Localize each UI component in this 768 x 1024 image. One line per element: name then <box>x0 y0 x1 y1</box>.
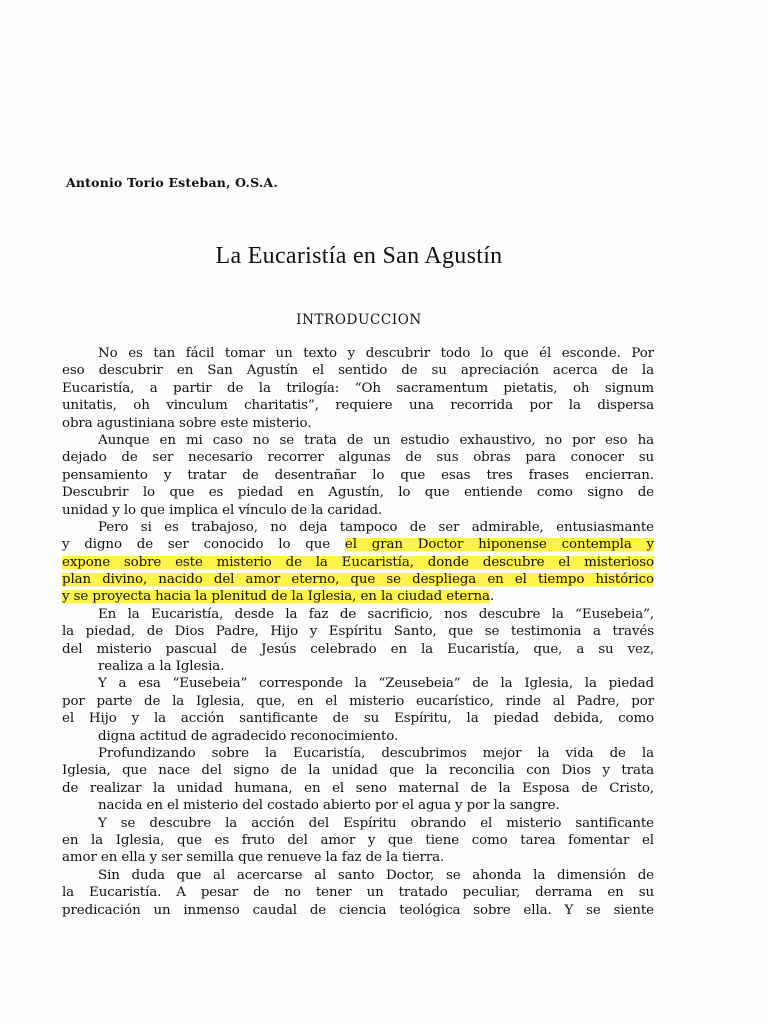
body-text <box>62 345 654 919</box>
highlighted-text: el gran Doctor hiponense contempla y <box>344 537 655 553</box>
text-line: Eucaristía, a partir de la trilogía: “Oh sacramentum pietatis, oh signum <box>62 380 654 396</box>
text-line: dejado de ser necesario recorrer algunas de sus obras para conocer su <box>62 450 654 466</box>
text-line <box>62 554 654 571</box>
text-line: Y a esa “Eusebeia” corresponde la “Zeusebeia” de la Iglesia, la piedad <box>98 676 654 692</box>
section-heading: INTRODUCCION <box>296 312 422 328</box>
text-line: pensamiento y tratar de desentrañar lo que esas tres frases encierran. <box>62 467 654 483</box>
text-line: el Hijo y la acción santificante de su Espíritu, la piedad debida, como <box>62 711 654 727</box>
text-line: Profundizando sobre la Eucaristía, descubrimos mejor la vida de la <box>98 745 654 761</box>
text-line: No es tan fácil tomar un texto y descubrir todo lo que él esconde. Por <box>98 346 654 361</box>
text-line: Iglesia, que nace del signo de la unidad que la reconcilia con Dios y trata <box>62 763 654 779</box>
text-line: la piedad, de Dios Padre, Hijo y Espíritu Santo, que se testimonia a través <box>62 624 654 640</box>
text-line: amor en ella y ser semilla que renueve la faz de la tierra. <box>62 850 445 866</box>
text-line: unitatis, oh vinculum charitatis”, requiere una recorrida por la dispersa <box>62 398 654 414</box>
text-line: eso descubrir en San Agustín el sentido de su apreciación acerca de la <box>62 363 654 379</box>
highlighted-text: expone sobre este misterio de la Eucaristía, donde descubre el misterioso <box>62 554 654 570</box>
text-line: del misterio pascual de Jesús celebrado en la Eucaristía, que, a su vez, <box>62 641 654 657</box>
text-line: obra agustiniana sobre este misterio. <box>62 415 312 431</box>
highlighted-text: plan divino, nacido del amor eterno, que se despliega en el tiempo histórico <box>62 572 654 588</box>
text-line <box>62 536 654 553</box>
text-line: realiza a la Iglesia. <box>98 659 225 675</box>
text-line: Aunque en mi caso no se trata de un estudio exhaustivo, no por eso ha <box>98 432 654 448</box>
text-line: de realizar la unidad humana, en el seno maternal de la Esposa de Cristo, <box>62 780 654 796</box>
text-line <box>62 571 654 588</box>
highlighted-text: y se proyecta hacia la plenitud de la Iglesia, en la ciudad eterna <box>62 589 490 605</box>
text-line: En la Eucaristía, desde la faz de sacrificio, nos descubre la “Eusebeia”, <box>98 606 654 622</box>
text-line: predicación un inmenso caudal de ciencia teológica sobre ella. Y se siente <box>62 902 654 918</box>
text-line: la Eucaristía. A pesar de no tener un tratado peculiar, derrama en su <box>62 885 654 901</box>
author-name: Antonio Torio Esteban, O.S.A. <box>66 175 278 190</box>
text-line: por parte de la Iglesia, que, en el misterio eucarístico, rinde al Padre, por <box>62 693 654 709</box>
text-line: Y se descubre la acción del Espíritu obrando el misterio santificante <box>98 815 654 831</box>
text-line: Sin duda que al acercarse al santo Doctor, se ahonda la dimensión de <box>98 867 654 883</box>
text-line <box>62 588 654 605</box>
text-line: nacida en el misterio del costado abierto por el agua y por la sangre. <box>98 798 560 814</box>
text-segment: y digno de ser conocido lo que <box>62 537 345 553</box>
text-segment: . <box>489 589 495 605</box>
text-line: Pero si es trabajoso, no deja tampoco de ser admirable, entusiasmante <box>98 519 654 535</box>
text-line: en la Iglesia, que es fruto del amor y que tiene como tarea fomentar el <box>62 832 654 848</box>
article-title: La Eucaristía en San Agustín <box>215 243 503 269</box>
text-line: Descubrir lo que es piedad en Agustín, lo que entiende como signo de <box>62 485 654 501</box>
text-line: unidad y lo que implica el vínculo de la caridad. <box>62 502 383 518</box>
text-line: digna actitud de agradecido reconocimiento. <box>98 728 399 744</box>
